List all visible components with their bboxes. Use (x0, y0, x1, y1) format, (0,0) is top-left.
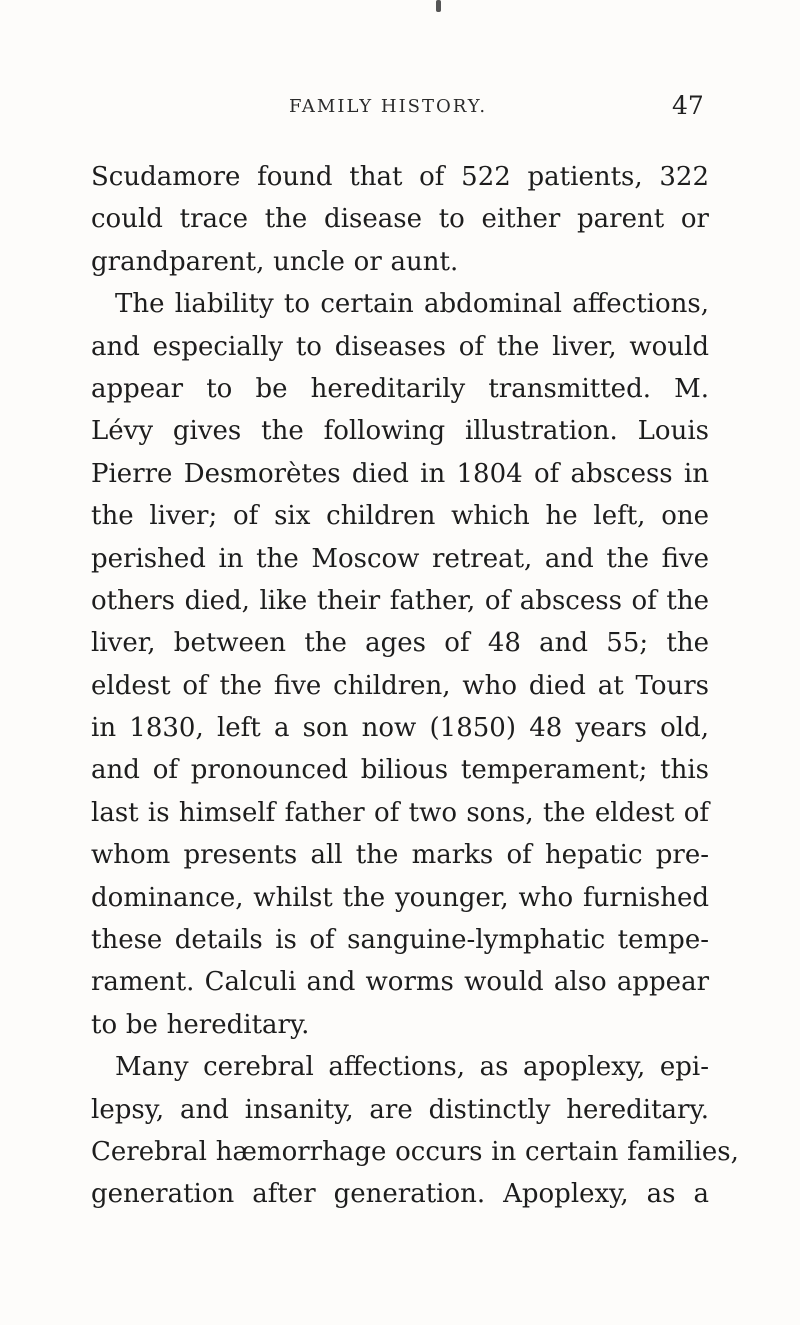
print-mark (436, 0, 441, 12)
text-line: generation after generation. Apoplexy, as a (91, 1179, 709, 1210)
text-line: The liability to certain abdominal affections, (115, 289, 709, 320)
text-line: dominance, whilst the younger, who furnished (91, 882, 709, 913)
text-line: whom presents all the marks of hepatic pre- (91, 840, 709, 871)
text-line: Lévy gives the following illustration. Louis (91, 416, 709, 447)
text-line: perished in the Moscow retreat, and the five (91, 543, 709, 574)
running-title: FAMILY HISTORY. (289, 96, 488, 117)
text-line: these details is of sanguine-lymphatic tempe- (91, 925, 709, 956)
text-line: to be hereditary. (91, 1009, 310, 1040)
text-line: others died, like their father, of abscess of the (91, 585, 709, 616)
text-line: last is himself father of two sons, the eldest of (91, 797, 709, 828)
text-line: eldest of the five children, who died at Tours (91, 670, 709, 701)
text-line: liver, between the ages of 48 and 55; the (91, 628, 709, 659)
text-line: grandparent, uncle or aunt. (91, 246, 459, 277)
text-line: and of pronounced bilious temperament; this (91, 755, 709, 786)
text-line: could trace the disease to either parent or (91, 204, 709, 235)
text-line: appear to be hereditarily transmitted. M. (91, 373, 709, 404)
page-number: 47 (672, 91, 704, 120)
body-text (91, 156, 739, 1216)
text-line: and especially to diseases of the liver, would (91, 331, 709, 362)
text-line: Many cerebral affections, as apoplexy, epi- (115, 1052, 709, 1083)
text-line: Pierre Desmorètes died in 1804 of abscess in (91, 458, 709, 489)
text-line: in 1830, left a son now (1850) 48 years old, (91, 713, 709, 744)
running-head (0, 92, 800, 122)
text-line: Scudamore found that of 522 patients, 322 (91, 162, 709, 192)
text-line: rament. Calculi and worms would also appear (91, 967, 709, 998)
text-line: lepsy, and insanity, are distinctly hereditary. (91, 1094, 709, 1125)
text-line: the liver; of six children which he left, one (91, 501, 709, 532)
text-line: Cerebral hæmorrhage occurs in certain families, (91, 1136, 739, 1167)
